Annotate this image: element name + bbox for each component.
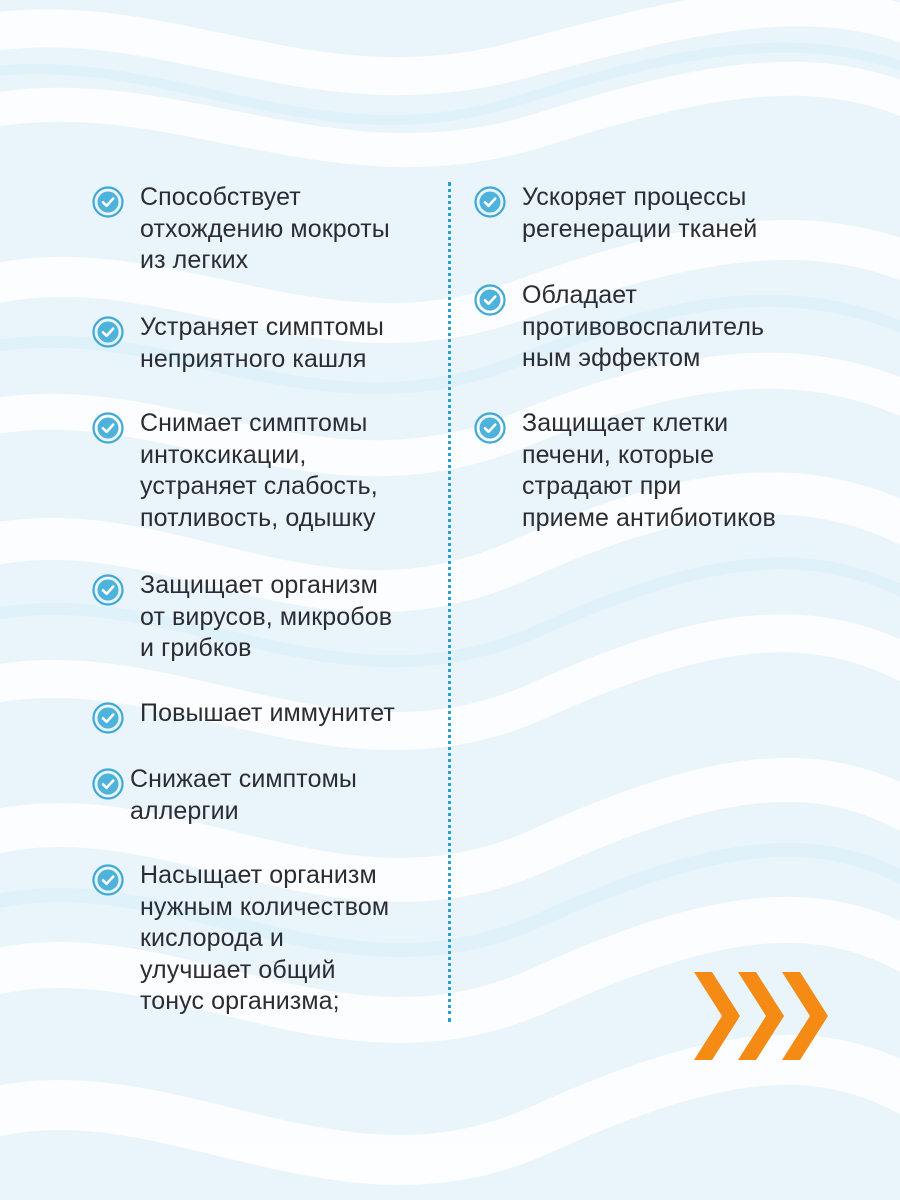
benefit-item — [474, 182, 757, 245]
check-circle-icon — [92, 574, 124, 606]
benefit-item — [92, 312, 384, 375]
benefit-text: Защищает клетки печени, которые страдают при приеме антибиотиков — [522, 409, 776, 532]
benefit-text: Ускоряет процессы регенерации тканей — [522, 183, 758, 243]
check-circle-icon — [92, 316, 124, 348]
check-circle-icon — [92, 864, 124, 896]
check-circle-icon — [92, 768, 124, 800]
benefit-item — [92, 408, 378, 534]
dotted-divider — [448, 182, 451, 1022]
benefit-text: Снижает симптомы аллергии — [130, 765, 357, 825]
benefit-text: Обладает противовоспалитель ным эффектом — [522, 281, 765, 372]
benefit-item — [474, 408, 776, 534]
benefit-text: Способствует отхождению мокроты из легких — [140, 183, 390, 274]
check-circle-icon — [474, 284, 506, 316]
benefit-item — [92, 860, 389, 1018]
triple-chevron-right-icon — [690, 968, 830, 1064]
check-circle-icon — [92, 702, 124, 734]
benefit-item — [92, 698, 395, 734]
benefit-text: Насыщает организм нужным количеством кислорода и улучшает общий тонус организма; — [140, 861, 390, 1015]
benefit-item — [474, 280, 764, 375]
check-circle-icon — [92, 412, 124, 444]
check-circle-icon — [92, 186, 124, 218]
benefit-text: Устраняет симптомы неприятного кашля — [140, 313, 384, 373]
benefit-item — [92, 764, 357, 827]
benefit-text: Защищает организм от вирусов, микробов и грибков — [140, 571, 393, 662]
benefit-text: Повышает иммунитет — [140, 699, 395, 727]
benefit-text: Снимает симптомы интоксикации, устраняет слабость, потливость, одышку — [140, 409, 378, 532]
benefit-item — [92, 570, 392, 665]
benefit-item — [92, 182, 390, 277]
check-circle-icon — [474, 186, 506, 218]
check-circle-icon — [474, 412, 506, 444]
